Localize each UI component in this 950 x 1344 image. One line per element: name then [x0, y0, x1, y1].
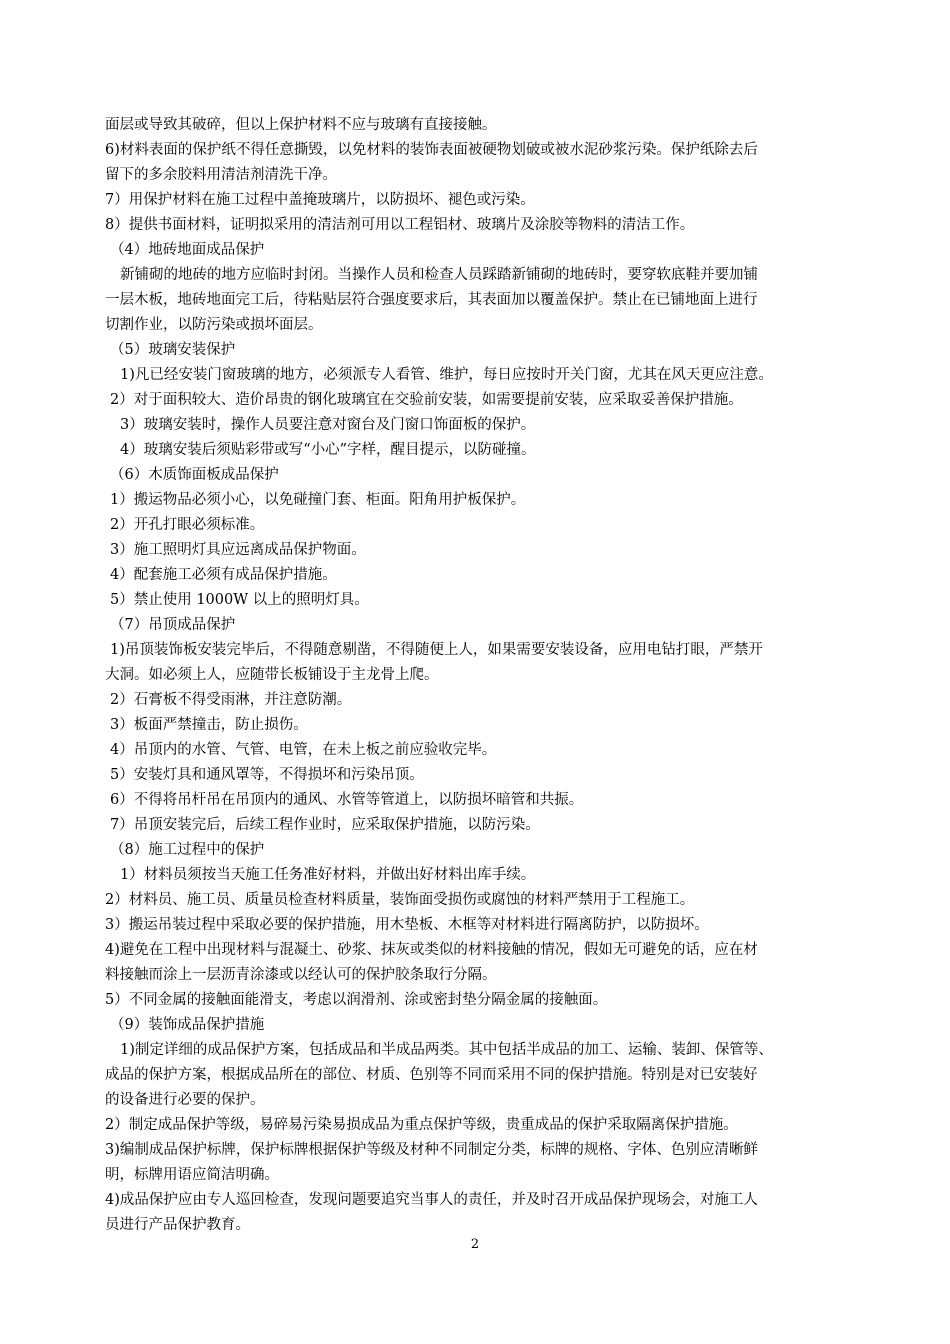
- text-line: （4）地砖地面成品保护: [110, 242, 265, 258]
- text-line: 1)制定详细的成品保护方案，包括成品和半成品两类。其中包括半成品的加工、运输、装卸、保管等、: [120, 1042, 773, 1058]
- text-line: 3）板面严禁撞击，防止损伤。: [110, 717, 308, 733]
- text-line: 2）对于面积较大、造价昂贵的钢化玻璃宜在交验前安装，如需要提前安装，应采取妥善保护措施。: [110, 392, 743, 408]
- text-line: 5）不同金属的接触面能滑支，考虑以润滑剂、涂或密封垫分隔金属的接触面。: [105, 992, 608, 1008]
- text-line: 明，标牌用语应简洁明确。: [105, 1167, 279, 1183]
- text-line: 4）玻璃安装后须贴彩带或写“小心”字样，醒目提示，以防碰撞。: [120, 442, 536, 458]
- text-line: 面层或导致其破碎，但以上保护材料不应与玻璃有直接接触。: [105, 117, 497, 133]
- text-line: 1）搬运物品必须小心，以免碰撞门套、柜面。阳角用护板保护。: [110, 492, 526, 508]
- text-line: 4）吊顶内的水管、气管、电管，在未上板之前应验收完毕。: [110, 742, 497, 758]
- text-line: 7）吊顶安装完后，后续工程作业时，应采取保护措施，以防污染。: [110, 817, 540, 833]
- text-line: 料接触而涂上一层沥青涂漆或以经认可的保护胶条取行分隔。: [105, 967, 497, 983]
- text-line: 新铺砌的地砖的地方应临时封闭。当操作人员和检查人员踩踏新铺砌的地砖时，要穿软底鞋并要加铺: [120, 267, 758, 283]
- text-line: 1）材料员须按当天施工任务准好材料，并做出好材料出库手续。: [120, 867, 536, 883]
- document-body: [105, 113, 847, 1238]
- text-line: 留下的多余胶料用清洁剂清洗干净。: [105, 167, 337, 183]
- text-line: 4）配套施工必须有成品保护措施。: [110, 567, 337, 583]
- text-line: 3）搬运吊装过程中采取必要的保护措施，用木垫板、木框等对材料进行隔离防护，以防损坏。: [105, 917, 709, 933]
- text-line: 一层木板，地砖地面完工后，待粘贴层符合强度要求后，其表面加以覆盖保护。禁止在已铺地面上进行: [105, 292, 758, 308]
- text-line: 5）禁止使用 1000W 以上的照明灯具。: [110, 592, 369, 608]
- text-line: 大洞。如必须上人，应随带长板铺设于主龙骨上爬。: [105, 667, 439, 683]
- text-line: 4)成品保护应由专人巡回检查，发现问题要追究当事人的责任，并及时召开成品保护现场会，对施工人: [105, 1192, 758, 1208]
- text-line: 6)材料表面的保护纸不得任意撕毁，以免材料的装饰表面被硬物划破或被水泥砂浆污染。保护纸除去后: [105, 142, 758, 158]
- text-line: 成品的保护方案，根据成品所在的部位、材质、色别等不同而采用不同的保护措施。特别是对已安装好: [105, 1067, 758, 1083]
- text-line: 的设备进行必要的保护。: [105, 1092, 265, 1108]
- text-line: 1)吊顶装饰板安装完毕后，不得随意剔凿，不得随便上人，如果需要安装设备，应用电钻打眼，严禁开: [110, 642, 763, 658]
- text-line: 5）安装灯具和通风罩等，不得损坏和污染吊顶。: [110, 767, 424, 783]
- text-line: 2）开孔打眼必须标准。: [110, 517, 265, 533]
- text-line: 3）施工照明灯具应远离成品保护物面。: [110, 542, 366, 558]
- text-line: 员进行产品保护教育。: [105, 1217, 250, 1233]
- text-line: （9）装饰成品保护措施: [110, 1017, 265, 1033]
- text-line: 1)凡已经安装门窗玻璃的地方，必须派专人看管、维护，每日应按时开关门窗，尤其在风天更应注意。: [120, 367, 773, 383]
- text-line: 3）玻璃安装时，操作人员要注意对窗台及门窗口饰面板的保护。: [120, 417, 536, 433]
- text-line: 7）用保护材料在施工过程中盖掩玻璃片，以防损坏、褪色或污染。: [105, 192, 535, 208]
- page-number: 2: [470, 1237, 480, 1252]
- text-line: 2）制定成品保护等级，易碎易污染易损成品为重点保护等级，贵重成品的保护采取隔离保护措施。: [105, 1117, 738, 1133]
- text-line: 4)避免在工程中出现材料与混凝土、砂浆、抹灰或类似的材料接触的情况，假如无可避免的话，应在材: [105, 942, 758, 958]
- text-line: 2）材料员、施工员、质量员检查材料质量，装饰面受损伤或腐蚀的材料严禁用于工程施工。: [105, 892, 695, 908]
- text-line: （5）玻璃安装保护: [110, 342, 236, 358]
- text-line: （6）木质饰面板成品保护: [110, 467, 279, 483]
- text-line: 切割作业，以防污染或损坏面层。: [105, 317, 323, 333]
- text-line: 6）不得将吊杆吊在吊顶内的通风、水管等管道上，以防损坏暗管和共振。: [110, 792, 584, 808]
- text-line: 2）石膏板不得受雨淋，并注意防潮。: [110, 692, 352, 708]
- text-line: 3)编制成品保护标牌，保护标牌根据保护等级及材种不同制定分类，标牌的规格、字体、色别应清晰鲜: [105, 1142, 758, 1158]
- text-line: （7）吊顶成品保护: [110, 617, 236, 633]
- text-line: （8）施工过程中的保护: [110, 842, 265, 858]
- text-line: 8）提供书面材料，证明拟采用的清洁剂可用以工程铝材、玻璃片及涂胶等物料的清洁工作。: [105, 217, 695, 233]
